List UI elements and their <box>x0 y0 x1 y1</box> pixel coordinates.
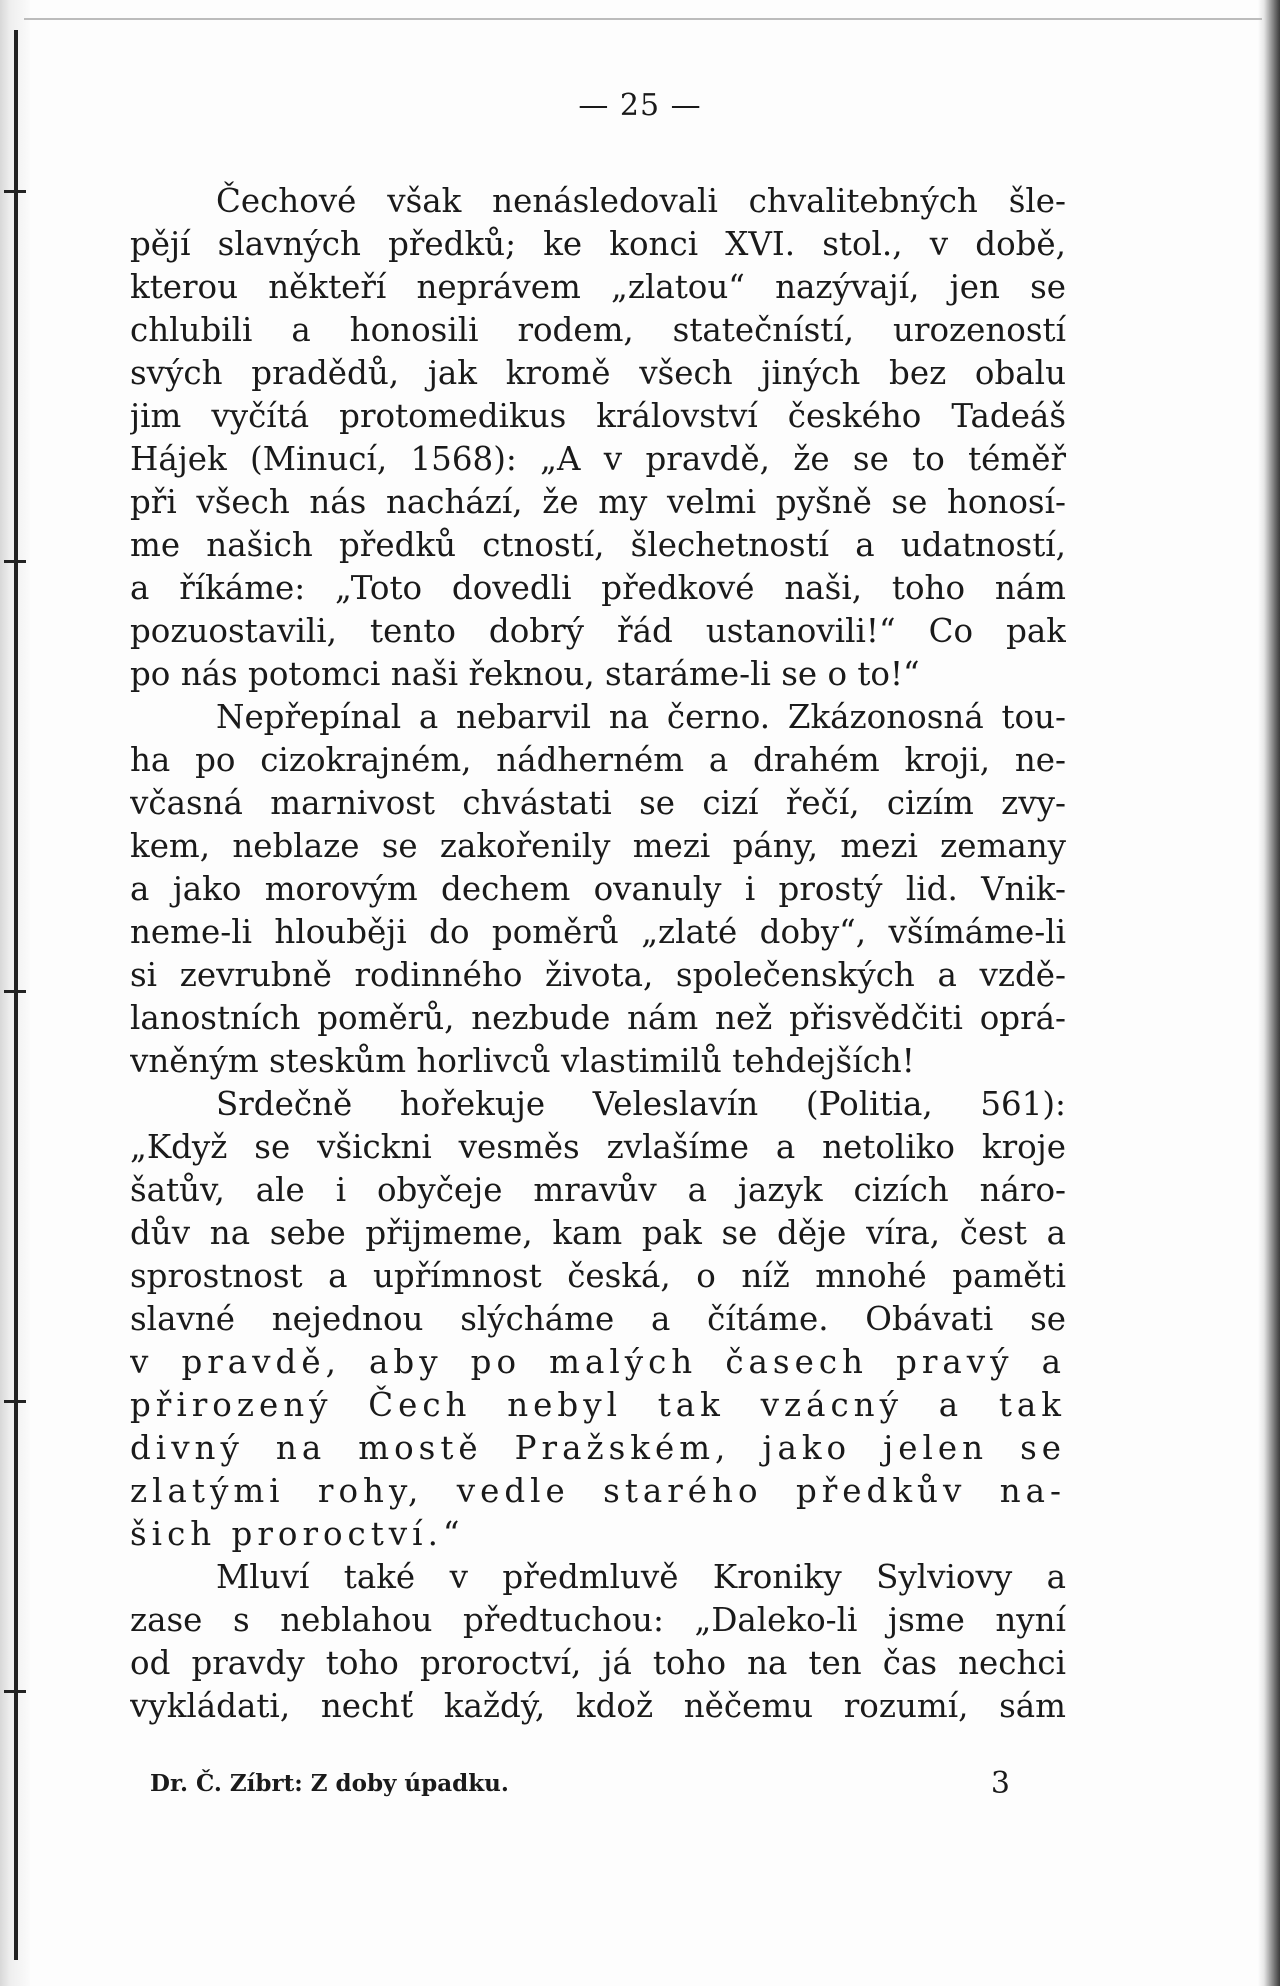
text-line: a říkáme: „Toto dovedli předkové naši, toho nám <box>130 569 1066 607</box>
text-line: po nás potomci naši řeknou, staráme-li se o to!“ <box>130 655 920 693</box>
text-line: neme-li hlouběji do poměrů „zlaté doby“, všímáme-li <box>130 913 1066 951</box>
page-footer <box>150 1762 1010 1802</box>
top-page-edge <box>24 18 1262 20</box>
text-line: ha po cizokrajném, nádherném a drahém kroji, ne- <box>130 741 1066 779</box>
body-text <box>130 180 1066 1728</box>
binding-tick <box>4 190 26 193</box>
text-line: šatův, ale i obyčeje mravův a jazyk cizích náro- <box>130 1171 1066 1209</box>
page-number: — 25 — <box>578 88 702 123</box>
text-line: pozuostavili, tento dobrý řád ustanovili!“ Co pak <box>130 612 1066 650</box>
text-line: vykládati, nechť každý, kdož něčemu rozumí, sám <box>130 1687 1066 1725</box>
text-line: chlubili a honosili rodem, statečnístí, urozeností <box>130 311 1066 349</box>
footer-signature-mark: 3 <box>990 1766 1010 1801</box>
footer-author-title: Dr. Č. Zíbrt: Z doby úpadku. <box>150 1770 509 1797</box>
text-line: divný na mostě Pražském, jako jelen se <box>130 1429 1066 1467</box>
text-line: zase s neblahou předtuchou: „Daleko-li jsme nyní <box>130 1601 1066 1639</box>
text-line: zlatými rohy, vedle starého předkův na- <box>130 1472 1066 1510</box>
binding-tick <box>4 1690 26 1693</box>
text-line: slavné nejednou slýcháme a čítáme. Obávati se <box>130 1300 1066 1338</box>
text-line: kem, neblaze se zakořenily mezi pány, mezi zemany <box>130 827 1066 865</box>
text-line: kterou někteří neprávem „zlatou“ nazývají, jen se <box>130 268 1066 306</box>
text-line: vněným steskům horlivců vlastimilů tehdejších! <box>130 1042 915 1080</box>
text-line: lanostních poměrů, nezbude nám než přisvědčiti oprá- <box>130 999 1066 1037</box>
text-line: „Když se všickni vesměs zvlašíme a netoliko kroje <box>130 1128 1066 1166</box>
text-line: včasná marnivost chvástati se cizí řečí, cizím zvy- <box>130 784 1066 822</box>
text-line: Srdečně hořekuje Veleslavín (Politia, 561): <box>216 1085 1066 1123</box>
text-line: jim vyčítá protomedikus království českého Tadeáš <box>130 397 1066 435</box>
binding-tick <box>4 560 26 563</box>
text-line: a jako morovým dechem ovanuly i prostý lid. Vnik- <box>130 870 1066 908</box>
binding-line <box>14 30 18 1960</box>
text-line: šich proroctví.“ <box>130 1515 465 1553</box>
text-line: Čechové však nenásledovali chvalitebných šle- <box>216 182 1066 220</box>
text-line: přirozený Čech nebyl tak vzácný a tak <box>130 1386 1066 1424</box>
text-line: při všech nás nachází, že my velmi pyšně se honosí- <box>130 483 1066 521</box>
text-line: od pravdy toho proroctví, já toho na ten čas nechci <box>130 1644 1066 1682</box>
text-line: pějí slavných předků; ke konci XVI. stol., v době, <box>130 225 1066 263</box>
text-line: svých pradědů, jak kromě všech jiných bez obalu <box>130 354 1066 392</box>
text-line: dův na sebe přijmeme, kam pak se děje víra, čest a <box>130 1214 1066 1252</box>
text-line: sprostnost a upřímnost česká, o níž mnohé paměti <box>130 1257 1066 1295</box>
text-line: si zevrubně rodinného života, společenských a vzdě- <box>130 956 1066 994</box>
binding-tick <box>4 990 26 993</box>
right-page-edge <box>1258 0 1280 1986</box>
text-line: Mluví také v předmluvě Kroniky Sylviovy a <box>216 1558 1066 1596</box>
binding-tick <box>4 1400 26 1403</box>
text-line: Nepřepínal a nebarvil na černo. Zkázonosná tou- <box>216 698 1066 736</box>
text-line: Hájek (Minucí, 1568): „A v pravdě, že se to téměř <box>130 440 1066 478</box>
text-line: me našich předků ctností, šlechetností a udatností, <box>130 526 1066 564</box>
text-line: v pravdě, aby po malých časech pravý a <box>130 1343 1066 1381</box>
